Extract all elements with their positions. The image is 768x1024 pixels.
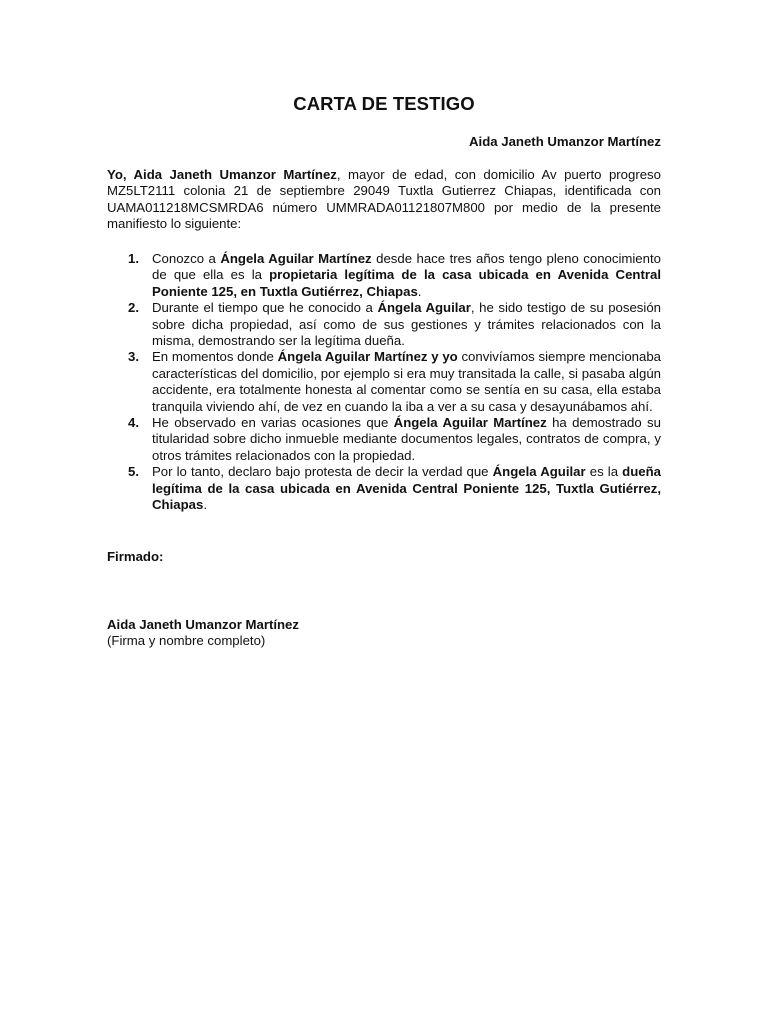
statement-text: . — [203, 497, 207, 513]
statement-bold: Ángela Aguilar — [492, 464, 586, 480]
signed-label: Firmado: — [107, 549, 164, 564]
intro-bold-name: Yo, Aida Janeth Umanzor Martínez — [107, 167, 337, 182]
intro-paragraph — [107, 167, 661, 233]
statement-bold: Ángela Aguilar — [377, 300, 471, 316]
statement-text: Por lo tanto, declaro bajo protesta de decir la verdad que — [152, 464, 493, 480]
statement-text: En momentos donde — [152, 349, 278, 365]
document-title: CARTA DE TESTIGO — [293, 93, 475, 114]
statement-item-4 — [128, 415, 661, 464]
statement-list — [128, 251, 661, 514]
statement-number: 1. — [128, 251, 139, 266]
statement-text: He observado en varias ocasiones que — [152, 415, 394, 431]
statement-item-3 — [128, 349, 661, 415]
statement-text: convivíamos siempre mencionaba características del domicilio, por ejemplo si era muy transitada la calle, si pasaba algún accidente, era totalmente honesta al comentar como se sentía en su casa, ella estaba tranquila viviendo ahí, de vez en cuando la iba a ver a su casa y desayunábamos ahí. — [152, 349, 661, 414]
statement-item-1 — [128, 251, 661, 300]
statement-text: Durante el tiempo que he conocido a — [152, 300, 378, 316]
statement-item-5 — [128, 464, 661, 513]
sender-name: Aida Janeth Umanzor Martínez — [469, 134, 661, 149]
statement-text: , he sido testigo de su posesión sobre dicha propiedad, así como de sus gestiones y trámites relacionados con la misma, demostrando ser la legítima dueña. — [152, 300, 661, 349]
statement-bold: dueña legítima de la casa ubicada en Avenida Central Poniente 125, Tuxtla Gutiérrez, Chiapas — [152, 464, 661, 513]
statement-number: 5. — [128, 464, 139, 480]
statement-bold: propietaria legítima de la casa ubicada en Avenida Central Poniente 125, en Tuxtla Gutiérrez, Chiapas — [152, 267, 661, 299]
signature-note: (Firma y nombre completo) — [107, 633, 266, 648]
statement-number: 4. — [128, 415, 139, 431]
statement-text: Conozco a — [152, 251, 221, 266]
statement-text: es la — [585, 464, 623, 480]
statement-number: 2. — [128, 300, 139, 316]
statement-bold: Ángela Aguilar Martínez y yo — [277, 349, 458, 365]
statement-number: 3. — [128, 349, 139, 365]
statement-bold: Ángela Aguilar Martínez — [393, 415, 547, 431]
statement-item-2 — [128, 300, 661, 349]
intro-text: , mayor de edad, con domicilio Av puerto progreso MZ5LT2111 colonia 21 de septiembre 29049 Tuxtla Gutierrez Chiapas, identificada con UAMA011218MCSMRDA6 número UMMRADA01121807M800 por medio de la presente manifiesto lo siguiente: — [107, 167, 661, 232]
statement-text: . — [417, 283, 422, 299]
signature-name: Aida Janeth Umanzor Martínez — [107, 617, 299, 632]
statement-bold: Ángela Aguilar Martínez — [220, 251, 372, 266]
statement-text: ha demostrado su titularidad sobre dicho inmueble mediante documentos legales, contratos de compra, y otros trámites relacionados con la propiedad. — [152, 415, 661, 463]
statement-text: desde hace tres años tengo pleno conocimiento de que ella es la — [152, 251, 661, 283]
